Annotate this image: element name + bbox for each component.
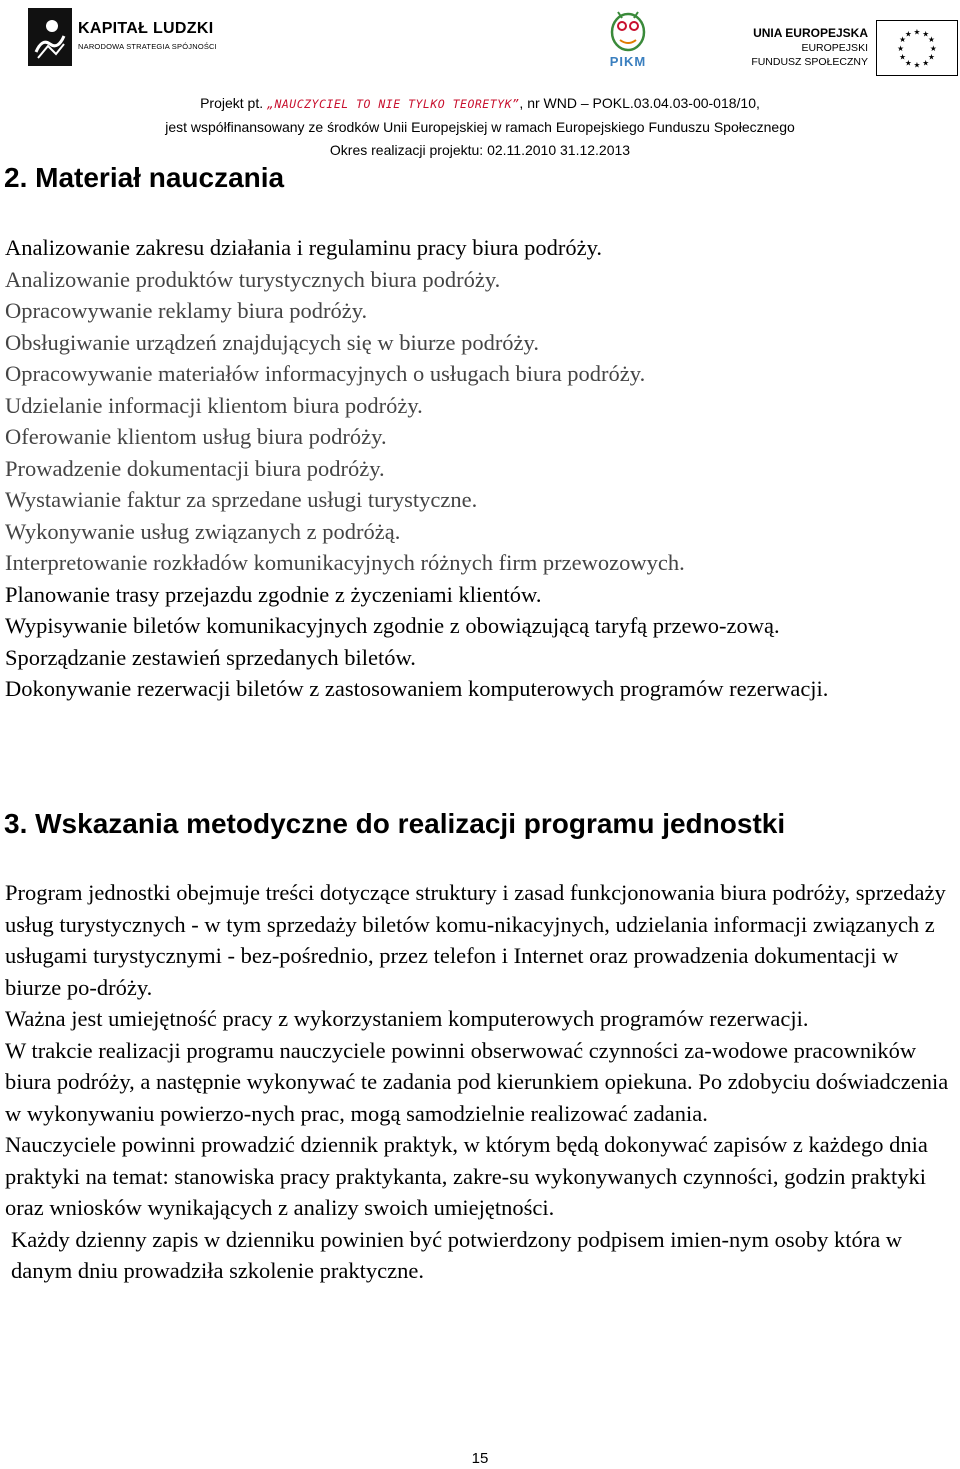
list-item — [5, 673, 955, 705]
paragraph: W trakcie realizacji programu nauczyciele powinni obserwować czynności za-wodowe pracowników biura podróży, a następnie wykonywać te zadania pod kierunkiem opiekuna. Po zdobyciu doświadczenia w wykonywaniu powierzo-nych prac, mogą samodzielnie realizować zadania. — [5, 1037, 949, 1126]
list-item — [5, 453, 955, 485]
svg-text:★: ★ — [904, 58, 912, 68]
list-item — [5, 642, 955, 674]
eu-line2: EUROPEJSKI — [801, 42, 868, 54]
project-title: „NAUCZYCIEL TO NIE TYLKO TEORETYK” — [267, 97, 520, 111]
kapital-ludzki-emblem-icon — [28, 8, 72, 66]
list-item-text: Wypisywanie biletów komunikacyjnych zgodnie z obowiązującą taryfą przewo-zową. — [5, 613, 780, 638]
list-item — [5, 358, 955, 390]
list-item-text: Obsługiwanie urządzeń znajdujących się w biurze podróży. — [5, 329, 539, 355]
svg-text:★: ★ — [904, 29, 912, 39]
list-item — [5, 232, 955, 264]
svg-text:★: ★ — [928, 52, 935, 62]
list-item-text: Prowadzenie dokumentacji biura podróży. — [5, 455, 385, 481]
list-item-text: Wykonywanie usług związanych z podróżą. — [5, 518, 401, 544]
paragraph: Każdy dzienny zapis w dzienniku powinien być potwierdzony podpisem imien-nym osoby która w danym dniu prowadziła szkolenie praktyczne. — [11, 1226, 903, 1283]
section-3-heading: 3. Wskazania metodyczne do realizacji programu jednostki — [4, 808, 786, 839]
list-item-text: Udzielanie informacji klientom biura podróży. — [5, 392, 423, 418]
owl-emblem-icon — [596, 4, 660, 54]
svg-text:★: ★ — [899, 35, 906, 45]
svg-text:★: ★ — [899, 52, 906, 62]
project-line — [0, 95, 960, 111]
svg-text:★: ★ — [913, 27, 921, 37]
list-item — [5, 421, 955, 453]
list-item — [5, 295, 955, 327]
kapital-ludzki-name: KAPITAŁ LUDZKI — [78, 20, 214, 37]
svg-text:★: ★ — [913, 60, 921, 70]
list-item — [5, 547, 955, 579]
list-item-text: Planowanie trasy przejazdu zgodnie z życzeniami klientów. — [5, 581, 542, 607]
list-item — [5, 579, 955, 611]
eu-line1: UNIA EUROPEJSKA — [753, 26, 868, 40]
svg-text:★: ★ — [922, 29, 930, 39]
kapital-ludzki-subtitle: NARODOWA STRATEGIA SPÓJNOŚCI — [78, 42, 217, 51]
eu-line3: FUNDUSZ SPOŁECZNY — [751, 56, 868, 68]
list-item — [5, 327, 955, 359]
page-number: 15 — [471, 1450, 489, 1467]
svg-text:★: ★ — [929, 43, 937, 53]
methodology-text — [5, 877, 955, 1287]
svg-text:★: ★ — [897, 43, 905, 53]
list-item-text: Analizowanie produktów turystycznych biura podróży. — [5, 266, 501, 292]
pikm-logo — [596, 4, 660, 70]
project-suffix: , nr WND – POKL.03.04.03-00-018/10, — [519, 95, 760, 111]
list-item-text: Wystawianie faktur za sprzedane usługi turystyczne. — [5, 487, 478, 512]
list-item — [5, 516, 955, 548]
period-line: Okres realizacji projektu: 02.11.2010 31.12.2013 — [329, 142, 631, 158]
list-item — [5, 390, 955, 422]
list-item-text: Dokonywanie rezerwacji biletów z zastosowaniem komputerowych programów rezerwacji. — [5, 676, 829, 701]
list-item-text: Opracowywanie materiałów informacyjnych o usługach biura podróży. — [5, 361, 646, 386]
paragraph: Ważna jest umiejętność pracy z wykorzystaniem komputerowych programów rezerwacji. — [5, 1006, 809, 1031]
teaching-material-list — [5, 232, 955, 705]
eu-flag-icon — [876, 20, 958, 76]
list-item-text: Oferowanie klientom usług biura podróży. — [5, 424, 387, 449]
pikm-text: PIKM — [609, 54, 647, 69]
list-item — [5, 610, 955, 642]
section-2-heading: 2. Materiał nauczania — [4, 162, 285, 193]
page-header — [0, 0, 960, 160]
list-item-text: Interpretowanie rozkładów komunikacyjnych różnych firm przewozowych. — [5, 550, 685, 575]
project-prefix: Projekt pt. — [200, 95, 268, 111]
svg-text:★: ★ — [922, 58, 930, 68]
list-item-text: Opracowywanie reklamy biura podróży. — [5, 298, 368, 323]
eu-logo — [752, 20, 960, 80]
list-item — [5, 484, 955, 516]
list-item — [5, 264, 955, 296]
cofinancing-line: jest współfinansowany ze środków Unii Europejskiej w ramach Europejskiego Funduszu Społecznego — [165, 119, 795, 135]
list-item-text: Sporządzanie zestawień sprzedanych biletów. — [5, 644, 416, 670]
list-item-text: Analizowanie zakresu działania i regulaminu pracy biura podróży. — [5, 235, 603, 260]
paragraph: Nauczyciele powinni prowadzić dziennik praktyk, w którym będą dokonywać zapisów z każdego dnia praktyki na temat: stanowiska pracy praktykanta, zakre-su wykonywanych czynności, godzin praktyki oraz wniosków wynikających z analizy swoich umiejętności. — [5, 1132, 928, 1220]
kapital-ludzki-logo — [28, 8, 228, 72]
svg-text:★: ★ — [928, 35, 935, 45]
paragraph: Program jednostki obejmuje treści dotyczące struktury i zasad funkcjonowania biura podróży, sprzedaży usług turystycznych - w tym sprzedaży biletów komu-nikacyjnych, udzielania informacji związanych z usługami turystycznymi - bez-pośrednio, przez telefon i Internet oraz prowadzenia dokumentacji w biurze po-dróży. — [5, 880, 946, 1000]
